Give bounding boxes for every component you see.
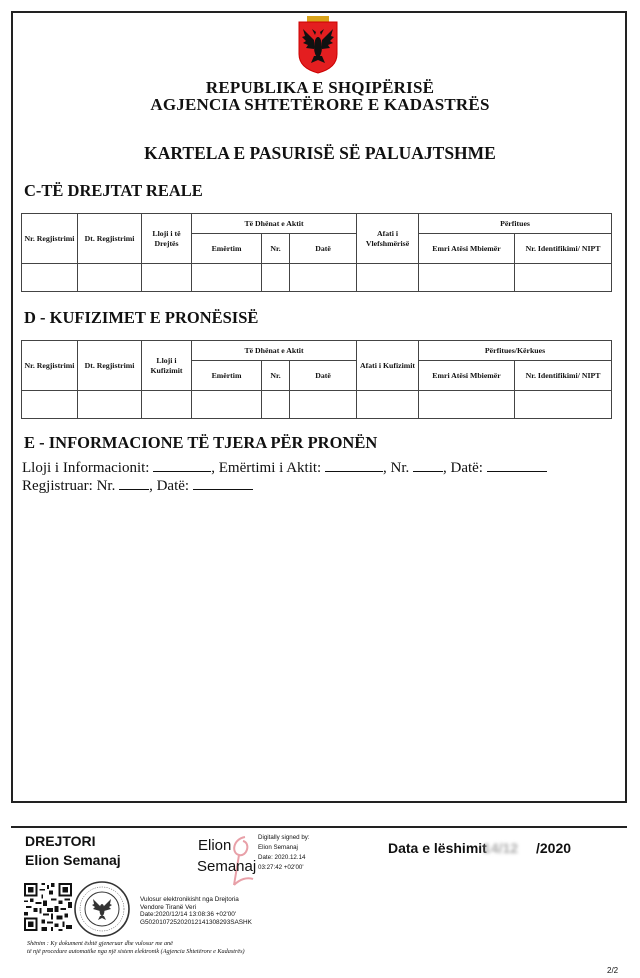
other-info-line-1 [22, 460, 547, 477]
section-e-title: E - INFORMACIONE TË TJERA PËR PRONËN [24, 433, 378, 452]
registered-no-blank [119, 478, 149, 490]
other-info-line-2 [22, 478, 253, 495]
col-beneficiary-group: Përfitues/Kërkues [419, 341, 612, 361]
issue-date-redacted: 14/12 [483, 840, 519, 856]
table-row [22, 391, 612, 419]
deed-name-label: , Emërtimi i Aktit: [211, 460, 322, 476]
deed-name-blank [325, 460, 383, 472]
col-deed-name: Emërtim [192, 234, 262, 264]
qr-code-icon [24, 883, 72, 931]
section-c-title: C-TË DREJTAT REALE [24, 181, 203, 200]
albanian-emblem-icon [297, 16, 339, 74]
electronic-seal-details: Vulosur elektronikisht nga Drejtoria Vendore Tiranë Veri Date:2020/12/14 13:08:36 +02'00' G502010725202012141308293SASHK [140, 896, 252, 926]
registered-label: Regjistruar: Nr. [22, 478, 116, 494]
card-title: KARTELA E PASURISË SË PALUAJTSHME [144, 143, 496, 163]
col-restriction-type: Lloji i Kufizimit [142, 341, 192, 391]
col-beneficiary-name: Emri Atësi Mbiemër [419, 361, 515, 391]
real-rights-table [21, 213, 612, 292]
section-d-title: D - KUFIZIMET E PRONËSISË [24, 308, 259, 327]
info-type-label: Lloji i Informacionit: [22, 460, 150, 476]
digital-signature-details: Digitally signed by: Elion Semanaj Date: 2020.12.14 03:27:42 +02'00' [258, 834, 310, 871]
col-right-type: Lloji i të Drejtës [142, 214, 192, 264]
col-reg-no: Nr. Regjistrimi [22, 341, 78, 391]
reg-date-blank [193, 478, 253, 490]
info-type-blank [153, 460, 211, 472]
republic-heading: REPUBLIKA E SHQIPËRISË [205, 78, 435, 97]
col-deed-no: Nr. [262, 361, 290, 391]
col-reg-date: Dt. Regjistrimi [78, 214, 142, 264]
restrictions-table [21, 340, 612, 419]
col-beneficiary-id: Nr. Identifikimi/ NIPT [515, 234, 612, 264]
official-seal-icon [73, 880, 131, 938]
director-name: Elion Semanaj [25, 852, 121, 868]
col-deed-group: Të Dhënat e Aktit [192, 341, 357, 361]
col-deed-date: Datë [290, 234, 357, 264]
signature-first-name: Elion [198, 837, 232, 854]
table-row [22, 264, 612, 292]
date-blank [487, 460, 547, 472]
reg-date-label: , Datë: [149, 478, 190, 494]
col-deed-group: Të Dhënat e Aktit [192, 214, 357, 234]
issue-date-year: /2020 [536, 840, 572, 856]
no-label: , Nr. [382, 460, 410, 476]
col-reg-date: Dt. Regjistrimi [78, 341, 142, 391]
col-deed-no: Nr. [262, 234, 290, 264]
date-label: , Datë: [442, 460, 483, 476]
col-validity: Afati i Vlefshmërisë [357, 214, 419, 264]
col-reg-no: Nr. Regjistrimi [22, 214, 78, 264]
director-title: DREJTORI [25, 833, 96, 849]
col-deed-name: Emërtim [192, 361, 262, 391]
col-deed-date: Datë [290, 361, 357, 391]
generation-note: Shënim : Ky dokument është gjeneruar dhe vulosur me anë të një procedure automatike nga një sistem elektronik (Agjencia Shtetërore e Kadastrës) [27, 940, 245, 955]
col-validity: Afati i Kufizimit [357, 341, 419, 391]
col-beneficiary-id: Nr. Identifikimi/ NIPT [515, 361, 612, 391]
col-beneficiary-name: Emri Atësi Mbiemër [419, 234, 515, 264]
agency-heading: AGJENCIA SHTETËRORE E KADASTRËS [150, 95, 490, 114]
page-number: 2/2 [607, 966, 619, 975]
no-blank [413, 460, 443, 472]
issue-date-label: Data e lëshimit [388, 840, 487, 856]
signature-last-name: Semanaj [197, 858, 257, 875]
footer-divider [11, 826, 627, 828]
col-beneficiary-group: Përfitues [419, 214, 612, 234]
